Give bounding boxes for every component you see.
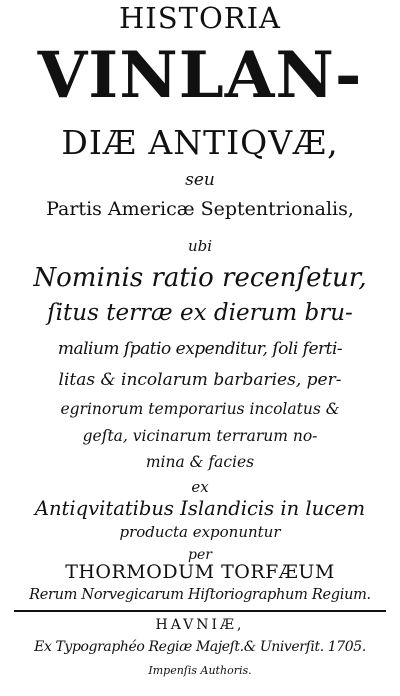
imprint-printer: Ex Typographéo Regiæ Majeſt.& Univerſit. 1705.	[34, 639, 366, 655]
line-ubi: ubi	[187, 237, 213, 255]
author-name: THORMODUM TORFÆUM	[65, 561, 335, 583]
line-per: per	[188, 547, 212, 563]
title-line-antiquae: DIÆ ANTIQVÆ,	[61, 123, 339, 162]
horizontal-rule	[14, 610, 386, 612]
line-ex: ex	[191, 478, 209, 496]
line-antiqvitatibus: Antiqvitatibus Islandicis in lucem	[34, 497, 366, 520]
line-seu: seu	[185, 170, 215, 190]
line-situs-terrae: ſitus terræ ex dierum bru-	[47, 300, 353, 326]
line-nominis-ratio: Nominis ratio recenſetur,	[33, 263, 367, 293]
line-mina-facies: mina & facies	[145, 453, 255, 471]
title-line-historia: HISTORIA	[119, 1, 281, 35]
imprint-place: HAVNIÆ,	[155, 617, 245, 633]
line-litas-incolarum: litas & incolarum barbaries, per-	[58, 370, 342, 390]
title-line-vinlan: VINLAN-	[37, 38, 363, 113]
line-partis-americae: Partis Americæ Septentrionalis,	[46, 198, 354, 220]
line-gesta-vicinarum: geſta, vicinarum terrarum no-	[82, 427, 318, 445]
line-producta: producta exponuntur	[119, 523, 281, 541]
line-malium-spatio: malium ſpatio expenditur, ſoli ferti-	[57, 339, 343, 359]
line-egrinorum: egrinorum temporarius incolatus &	[60, 400, 340, 418]
imprint-expense: Impenſis Authoris.	[148, 664, 252, 677]
author-title: Rerum Norvegicarum Hiſtoriographum Regium.	[29, 587, 371, 603]
